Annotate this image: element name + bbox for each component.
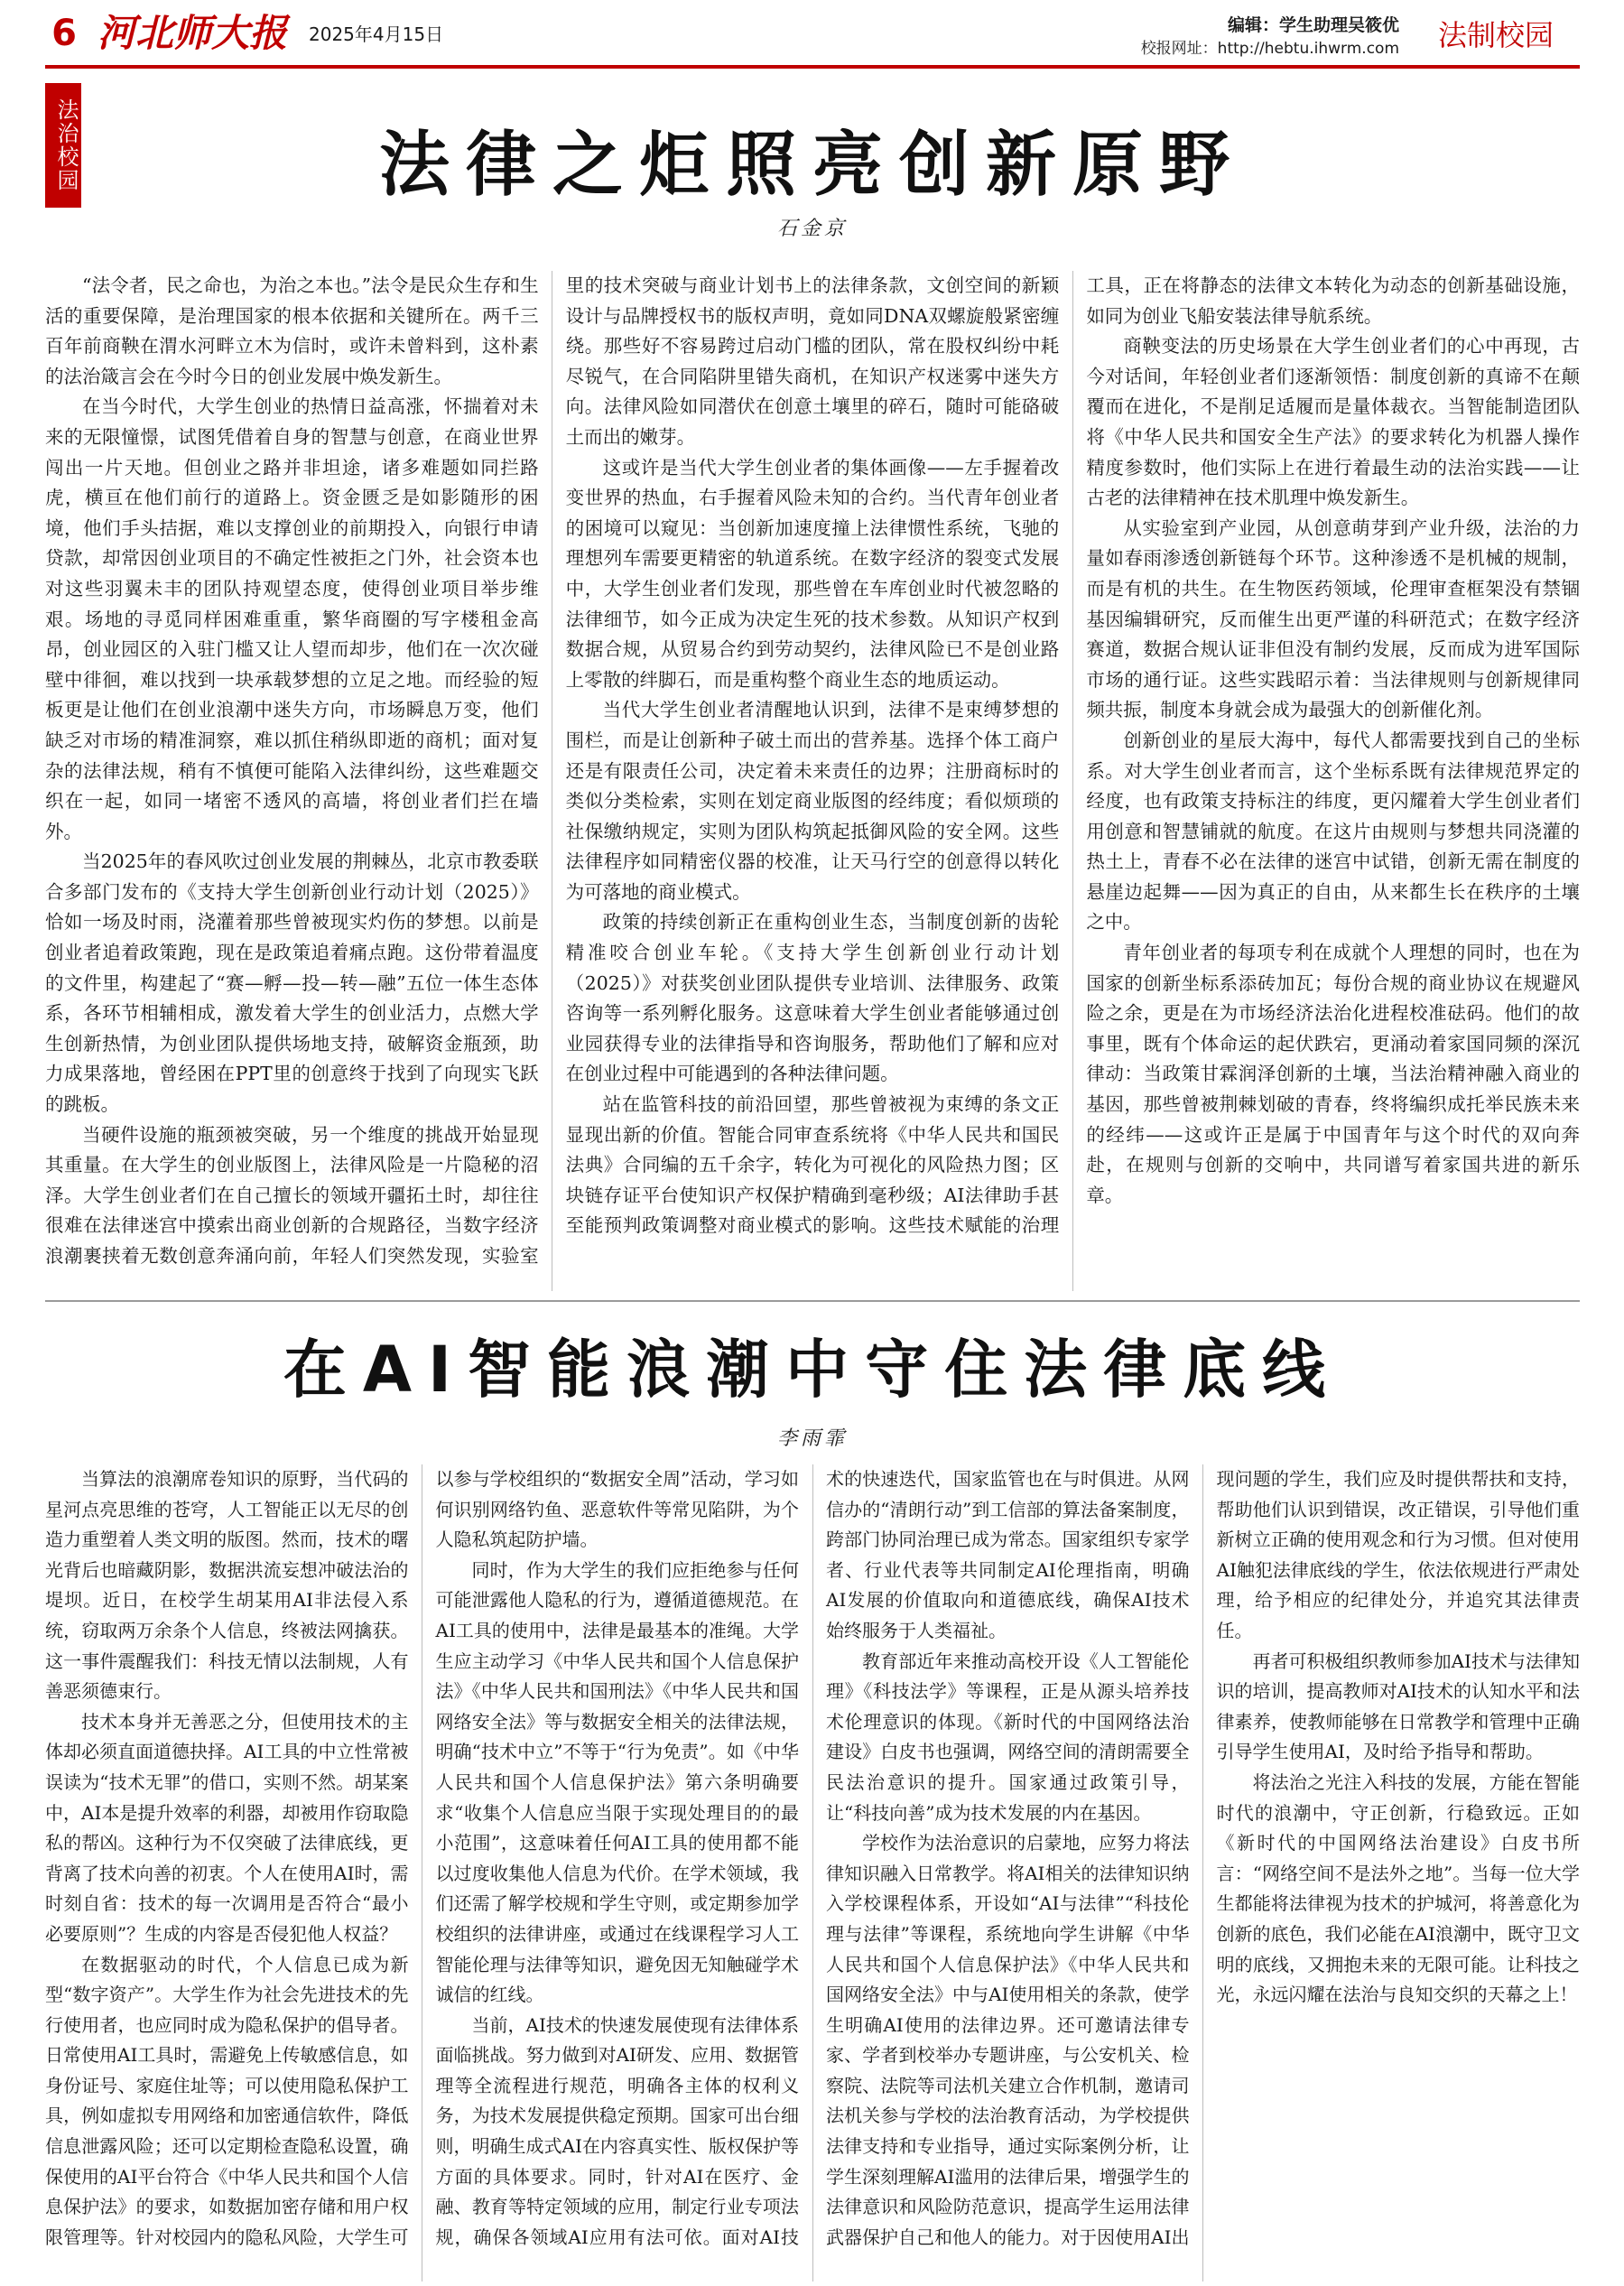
paragraph: 教育部近年来推动高校开设《人工智能伦理》《科技法学》等课程，正是从源头培养技术伦理意识的体现。《新时代的中国网络法治建设》白皮书也强调，网络空间的清朗需要全民法治意识的提升。国家通过政策引导，让“科技向善”成为技术发展的内在基因。 — [826, 1649, 1190, 1824]
issue-date: 2025年4月15日 — [309, 23, 444, 45]
paragraph: 当代大学生创业者清醒地认识到，法律不是束缚梦想的围栏，而是让创新种子破土而出的营养基。选择个体工商户还是有限责任公司，决定着未来责任的边界；注册商标时的类似分类检索，实则在划定商业版图的经纬度；看似烦琐的社保缴纳规定，实则为团队构筑起抵御风险的安全网。这些法律程序如同精密仪器的校准，让天马行空的创意得以转化为可落地的商业模式。 — [565, 699, 1060, 903]
paragraph: 从实验室到产业园，从创意萌芽到产业升级，法治的力量如春雨渗透创新链每个环节。这种渗透不是机械的规制，而是有机的共生。在生物医药领域，伦理审查框架没有禁锢基因编辑研究，反而催生出更严谨的科研范式；在数字经济赛道，数据合规认证非但没有制约发展，反而成为进军国际市场的通行证。这些实践昭示着：当法律规则与创新规律同频共振，制度本身就会成为最强大的创新催化剂。 — [1086, 516, 1580, 721]
article-2-body — [45, 1464, 1580, 2281]
paragraph: 当前，AI技术的快速发展使现有法律体系面临挑战。努力做到对AI研发、应用、数据管理等全流程进行规范，明确各主体的权利义务，为技术发展提供稳定预期。国家可出台细则，明确生成式AI在内容真实性、版权保护等方面的具体要求。同时，针对AI在医疗、金融、教育等特定领域的应用，制定行业专项法规，确保各领域AI应用有法可依。面对AI技术的快速迭代，国家监管也在与时俱进。从网信办的“清朗行动”到工信部的算法备案制度，跨部门协同治理已成为常态。国家组织专家学者、行业代表等共同制定AI伦理指南，明确AI发展的价值取向和道德底线，确保AI技术始终服务于人类福祉。 — [435, 1468, 1190, 2248]
newspaper-website: 校报网址：http://hebtu.ihwrm.com — [1140, 40, 1399, 58]
article-1-title: 法律之炬照亮创新原野 — [378, 125, 1246, 206]
paragraph: “法令者，民之命也，为治之本也。”法令是民众生存和生活的重要保障，是治理国家的根本依据和关键所在。两千三百年前商鞅在渭水河畔立木为信时，或许未曾料到，这朴素的法治箴言会在今时今日的创业发展中焕发新生。 — [45, 274, 539, 387]
paragraph: 创新创业的星辰大海中，每代人都需要找到自己的坐标系。对大学生创业者而言，这个坐标系既有法律规范界定的经度，也有政策支持标注的纬度，更闪耀着大学生创业者们用创意和智慧铺就的航度。在这片由规则与梦想共同浇灌的热土上，青春不必在法律的迷宫中试错，创新无需在制度的悬崖边起舞——因为真正的自由，从来都生长在秩序的土壤之中。 — [1086, 729, 1580, 934]
paragraph: 再者可积极组织教师参加AI技术与法律知识的培训，提高教师对AI技术的认知水平和法律素养，使教师能够在日常教学和管理中正确引导学生使用AI，及时给予指导和帮助。 — [1216, 1649, 1580, 1763]
section-title: 法制校园 — [1437, 18, 1554, 52]
article-1-author: 石金京 — [776, 218, 848, 240]
paragraph: 将法治之光注入科技的发展，方能在智能时代的浪潮中，守正创新，行稳致远。正如《新时代的中国网络法治建设》白皮书所言：“网络空间不是法外之地”。当每一位大学生都能将法律视为技术的护城河，将善意化为创新的底色，我们必能在AI浪潮中，既守卫文明的底线，又拥抱未来的无限可能。让科技之光，永远闪耀在法治与良知交织的天幕之上！ — [1216, 1770, 1580, 2006]
paragraph: 站在监管科技的前沿回望，那些曾被视为束缚的条文正显现出新的价值。智能合同审查系统将《中华人民共和国民法典》合同编的五千余字，转化为可视化的风险热力图；区块链存证平台使知识产权保护精确到毫秒级；AI法律助手甚至能预判政策调整对商业模式的影响。这些技术赋能的治理工具，正在将静态的法律文本转化为动态的创新基础设施，如同为创业飞船安装法律导航系统。 — [565, 274, 1580, 1237]
paragraph: 在数据驱动的时代，个人信息已成为新型“数字资产”。大学生作为社会先进技术的先行使用者，也应同时成为隐私保护的倡导者。日常使用AI工具时，需避免上传敏感信息，如身份证号、家庭住址等；可以使用隐私保护工具，例如虚拟专用网络和加密通信软件，降低信息泄露风险；还可以定期检查隐私设置，确保使用的AI平台符合《中华人民共和国个人信息保护法》的要求，如数据加密存储和用户权限管理等。针对校园内的隐私风险，大学生可以参与学校组织的“数据安全周”活动，学习如何识别网络钓鱼、恶意软件等常见陷阱，为个人隐私筑起防护墙。 — [45, 1468, 799, 2248]
paragraph: 技术本身并无善恶之分，但使用技术的主体却必须直面道德抉择。AI工具的中立性常被误读为“技术无罪”的借口，实则不然。胡某案中，AI本是提升效率的利器，却被用作窃取隐私的帮凶。这种行为不仅突破了法律底线，更背离了技术向善的初衷。个人在使用AI时，需时刻自省：技术的每一次调用是否符合“最小必要原则”？生成的内容是否侵犯他人权益？ — [45, 1710, 409, 1945]
paragraph: 当硬件设施的瓶颈被突破，另一个维度的挑战开始显现其重量。在大学生的创业版图上，法律风险是一片隐秘的沼泽。大学生创业者们在自己擅长的领域开疆拓土时，却往往很难在法律迷宫中摸索出商业创新的合规路径，当数字经济浪潮裹挟着无数创意奔涌向前，年轻人们突然发现，实验室里的技术突破与商业计划书上的法律条款，文创空间的新颖设计与品牌授权书的版权声明，竟如同DNA双螺旋般紧密缠绕。那些好不容易跨过启动门槛的团队，常在股权纠纷中耗尽锐气，在合同陷阱里错失商机，在知识产权迷雾中迷失方向。法律风险如同潜伏在创意土壤里的碎石，随时可能硌破土而出的嫩芽。 — [45, 274, 1060, 1267]
paragraph: 商鞅变法的历史场景在大学生创业者们的心中再现，古今对话间，年轻创业者们逐渐领悟：制度创新的真谛不在颠覆而在进化，不是削足适履而是量体裁衣。当智能制造团队将《中华人民共和国安全生产法》的要求转化为机器人操作精度参数时，他们实际上在进行着最生动的法治实践——让古老的法律精神在技术肌理中焕发新生。 — [1086, 335, 1580, 509]
paragraph: 当2025年的春风吹过创业发展的荆棘丛，北京市教委联合多部门发布的《支持大学生创新创业行动计划（2025）》恰如一场及时雨，浇灌着那些曾被现实灼伤的梦想。以前是创业者追着政策跑，现在是政策追着痛点跑。这份带着温度的文件里，构建起了“赛—孵—投—转—融”五位一体生态体系，各环节相辅相成，激发着大学生的创业活力，点燃大学生创新热情，为创业团队提供场地支持，破解资金瓶颈，助力成果落地，曾经困在PPT里的创意终于找到了向现实飞跃的跳板。 — [45, 850, 539, 1116]
paragraph: 政策的持续创新正在重构创业生态，当制度创新的齿轮精准咬合创业车轮。《支持大学生创新创业行动计划（2025）》对获奖创业团队提供专业培训、法律服务、政策咨询等一系列孵化服务。这意味着大学生创业者能够通过创业园获得专业的法律指导和咨询服务，帮助他们了解和应对在创业过程中可能遇到的各种法律问题。 — [565, 911, 1060, 1085]
editor-credit: 编辑：学生助理吴筱优 — [1227, 15, 1399, 35]
paragraph: 同时，作为大学生的我们应拒绝参与任何可能泄露他人隐私的行为，遵循道德规范。在AI工具的使用中，法律是最基本的准绳。大学生应主动学习《中华人民共和国个人信息保护法》《中华人民共和国刑法》《中华人民共和国网络安全法》等与数据安全相关的法律法规，明确“技术中立”不等于“行为免责”。如《中华人民共和国个人信息保护法》第六条明确要求“收集个人信息应当限于实现处理目的的最小范围”，这意味着任何AI工具的使用都不能以过度收集他人信息为代价。在学术领域，我们还需了解学校规和学生守则，或定期参加学校组织的法律讲座，或通过在线课程学习人工智能伦理与法律等知识，避免因无知触碰学术诚信的红线。 — [435, 1558, 799, 2006]
masthead — [45, 9, 1580, 65]
paragraph: 在当今时代，大学生创业的热情日益高涨，怀揣着对未来的无限憧憬，试图凭借着自身的智慧与创意，在商业世界闯出一片天地。但创业之路并非坦途，诸多难题如同拦路虎，横亘在他们前行的道路上。资金匮乏是如影随形的困境，他们手头拮据，难以支撑创业的前期投入，向银行申请贷款，却常因创业项目的不确定性被拒之门外，社会资本也对这些羽翼未丰的团队持观望态度，使得创业项目举步维艰。场地的寻觅同样困难重重，繁华商圈的写字楼租金高昂，创业园区的入驻门槛又让人望而却步，他们在一次次碰壁中徘徊，难以找到一块承载梦想的立足之地。而经验的短板更是让他们在创业浪潮中迷失方向，市场瞬息万变，他们缺乏对市场的精准洞察，难以抓住稍纵即逝的商机；面对复杂的法律法规，稍有不慎便可能陷入法律纠纷，这些难题交织在一起，如同一堵密不透风的高墙，将创业者们拦在墙外。 — [45, 395, 539, 842]
masthead-rule — [45, 65, 1580, 69]
paragraph: 青年创业者的每项专利在成就个人理想的同时，也在为国家的创新坐标系添砖加瓦；每份合规的商业协议在规避风险之余，更是在为市场经济法治化进程校准砝码。他们的故事里，既有个体命运的起伏跌宕，更涌动着家国同频的深沉律动：当政策甘霖润泽创新的土壤，当法治精神融入商业的基因，那些曾被荆棘划破的青春，终将编织成托举民族未来的经纬——这或许正是属于中国青年与这个时代的双向奔赴，在规则与创新的交响中，共同谱写着家国共进的新乐章。 — [1086, 942, 1580, 1206]
paragraph: 这或许是当代大学生创业者的集体画像——左手握着改变世界的热血，右手握着风险未知的合约。当代青年创业者的困境可以窥见：当创新加速度撞上法律惯性系统，飞驰的理想列车需要更精密的轨道系统。在数字经济的裂变式发展中，大学生创业者们发现，那些曾在车库创业时代被忽略的法律细节，如今正成为决定生死的技术参数。从知识产权到数据合规，从贸易合约到劳动契约，法律风险已不是创业路上零散的绊脚石，而是重构整个商业生态的地质运动。 — [565, 456, 1060, 691]
paragraph: 学校作为法治意识的启蒙地，应努力将法律知识融入日常教学。将AI相关的法律知识纳入学校课程体系，开设如“AI与法律”“科技伦理与法律”等课程，系统地向学生讲解《中华人民共和国个人信息保护法》《中华人民共和国网络安全法》中与AI使用相关的条款，使学生明确AI使用的法律边界。还可邀请法律专家、学者到校举办专题讲座，与公安机关、检察院、法院等司法机关建立合作机制，邀请司法机关参与学校的法治教育活动，为学校提供法律支持和专业指导，通过实际案例分析，让学生深刻理解AI滥用的法律后果，增强学生的法律意识和风险防范意识，提高学生运用法律武器保护自己和他人的能力。对于因使用AI出现问题的学生，我们应及时提供帮扶和支持，帮助他们认识到错误，改正错误，引导他们重新树立正确的使用观念和行为习惯。但对使用AI触犯法律底线的学生，依法依规进行严肃处理，给予相应的纪律处分，并追究其法律责任。 — [826, 1468, 1580, 2248]
article-1-body — [45, 271, 1580, 1291]
column-badge: 法治校园 — [45, 83, 81, 208]
newspaper-logo: 河北师大报 — [97, 11, 288, 55]
page-number: 6 — [51, 13, 77, 54]
article-2-author: 李雨霏 — [776, 1427, 848, 1450]
article-divider — [45, 1300, 1580, 1302]
paragraph: 当算法的浪潮席卷知识的原野，当代码的星河点亮思维的苍穹，人工智能正以无尽的创造力重塑着人类文明的版图。然而，技术的曙光背后也暗藏阴影，数据洪流妄想冲破法治的堤坝。近日，在校学生胡某用AI非法侵入系统，窃取两万余条个人信息，终被法网擒获。这一事件震醒我们：科技无情以法制规，人有善恶须德束行。 — [45, 1468, 409, 1703]
article-2-title: 在AI智能浪潮中守住法律底线 — [283, 1333, 1342, 1407]
